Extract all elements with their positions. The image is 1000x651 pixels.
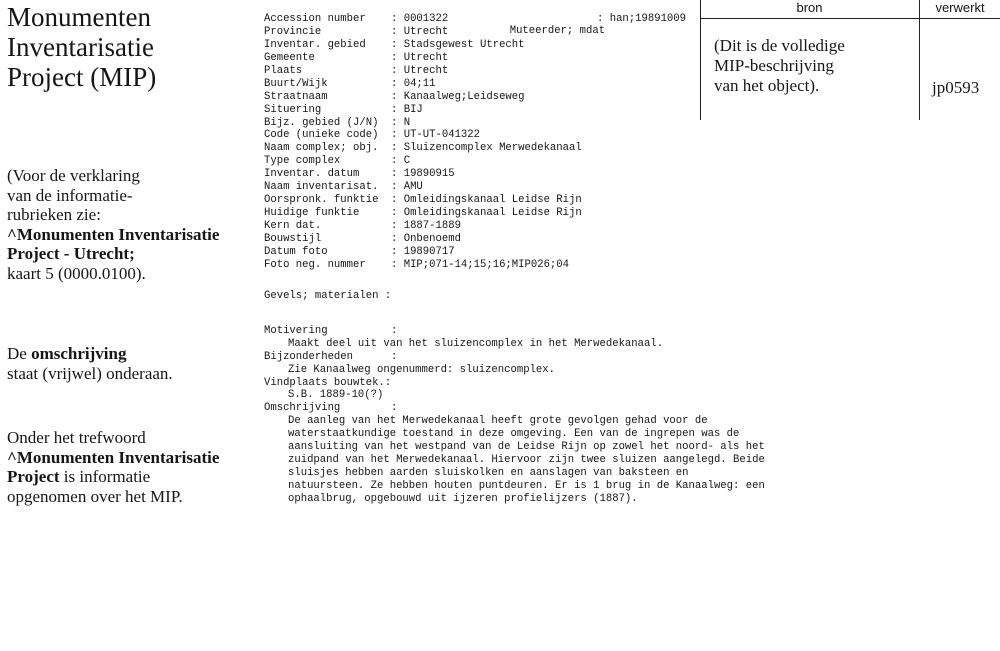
muteerder-value: : han;19891009 [597, 13, 687, 25]
record-field-row [264, 142, 582, 155]
field-value: : Onbenoemd [391, 232, 461, 245]
narrative-text-line: sluisjes hebben aarden sluiskolken en aanslagen van baksteen en [288, 466, 689, 479]
narrative-label-row [264, 325, 765, 338]
field-value: : 19890717 [391, 245, 455, 258]
narrative-text-line: aansluiting van het westpand van de Leidse Rijn op zowel het noord- als het [288, 441, 765, 454]
record-field-row [264, 13, 582, 26]
record-narrative [264, 325, 765, 506]
reference-note [7, 166, 219, 283]
narrative-label: Bijzonderheden [264, 350, 354, 363]
field-label: Type complex [264, 155, 341, 168]
narrative-label-row [264, 402, 765, 415]
description-note [7, 344, 173, 383]
narrative-text-line: ophaalbrug, opgebouwd uit ijzeren profielijzers (1887). [288, 492, 638, 505]
keyword-link[interactable]: Project [7, 467, 60, 486]
source-table [700, 0, 1000, 120]
field-value: : 1887-1889 [391, 220, 461, 232]
field-label: Code (unieke code) [264, 129, 379, 142]
record-field-row [264, 91, 582, 104]
field-value: : MIP;071-14;15;16;MIP026;04 [391, 258, 570, 271]
field-label: Plaats [264, 64, 303, 77]
field-label: Situering [264, 103, 322, 116]
note-line: staat (vrijwel) onderaan. [7, 363, 173, 383]
record-field-row [264, 65, 582, 78]
gevels-label: Gevels; materialen : [264, 290, 392, 302]
reference-link[interactable]: Project - Utrecht; [7, 244, 135, 263]
narrative-label: Motivering [264, 325, 328, 337]
desc-line: MIP-beschrijving [714, 56, 834, 75]
note-line: opgenomen over het MIP. [7, 486, 183, 506]
record-field-row [264, 155, 582, 168]
note-text: De [7, 344, 32, 363]
field-label: Bouwstijl [264, 232, 322, 245]
field-label: Inventar. gebied [264, 38, 366, 51]
field-value: : 19890915 [391, 168, 455, 181]
note-line: kaart 5 (0000.0100). [7, 263, 146, 283]
field-label: Datum foto [264, 245, 328, 258]
field-label: Buurt/Wijk [264, 77, 328, 90]
muteerder-label: Muteerder; mdat [509, 25, 606, 37]
reference-link[interactable]: ^Monumenten Inventarisatie [7, 224, 220, 244]
narrative-text-line: S.B. 1889-10(?) [288, 389, 384, 402]
header-verwerkt: verwerkt [935, 0, 985, 15]
record-field-row [264, 220, 582, 233]
narrative-label-row [264, 351, 765, 364]
record-field-row [264, 26, 582, 39]
field-label: Straatnaam [264, 90, 328, 103]
field-value: : UT-UT-041322 [391, 129, 481, 142]
field-label: Bijz. gebied (J/N) [264, 116, 379, 129]
narrative-text-line: waterstaatkundige toestand in deze omgeving. Een van de ingrepen was de [288, 428, 740, 441]
source-description [714, 36, 845, 96]
field-value: : Utrecht [391, 64, 449, 77]
table-border [700, 18, 1000, 19]
title-line-3: Project (MIP) [7, 62, 157, 92]
record-field-row [264, 233, 582, 246]
record-field-row [264, 39, 582, 52]
keyword-link[interactable]: ^Monumenten Inventarisatie [7, 447, 220, 467]
record-field-row [264, 168, 582, 181]
desc-line: (Dit is de volledige [714, 36, 845, 55]
record-fields [264, 13, 582, 272]
field-label: Provincie [264, 25, 322, 38]
header-bron: bron [796, 0, 823, 15]
note-line: (Voor de verklaring [7, 166, 140, 185]
field-value: : Stadsgewest Utrecht [391, 38, 525, 51]
field-label: Naam complex; obj. [264, 142, 379, 155]
note-bold: omschrijving [31, 344, 127, 363]
field-value: : Sluizencomplex Merwedekanaal [391, 142, 582, 155]
narrative-label: Omschrijving [264, 402, 341, 415]
record-field-row [264, 129, 582, 142]
note-line: van de informatie- [7, 185, 133, 205]
field-label: Huidige funktie [264, 207, 360, 220]
record-field-row [264, 181, 582, 194]
record-field-row [264, 78, 582, 91]
page-title [7, 2, 156, 92]
field-value: : Utrecht [391, 25, 449, 38]
record-field-row [264, 194, 582, 207]
note-text: is informatie [59, 467, 151, 486]
note-line: Onder het trefwoord [7, 428, 146, 447]
record-field-row [264, 117, 582, 130]
keyword-note [7, 428, 219, 506]
record-field-row [264, 207, 582, 220]
narrative-label: Vindplaats bouwtek.: [264, 376, 392, 389]
field-label: Kern dat. [264, 220, 322, 232]
record-field-row [264, 104, 582, 117]
narrative-colon: : [391, 325, 398, 337]
record-field-row [264, 246, 582, 259]
field-label: Foto neg. nummer [264, 258, 366, 271]
narrative-text-line: Maakt deel uit van het sluizencomplex in het Merwedekanaal. [288, 337, 664, 350]
field-label: Naam inventarisat. [264, 181, 379, 194]
title-line-1: Monumenten [7, 2, 151, 32]
record-field-row [264, 259, 582, 272]
field-value: : 04;11 [391, 77, 436, 90]
field-value: : AMU [391, 181, 423, 194]
narrative-text-line: natuursteen. Ze hebben houten puntdeuren. Er is 1 brug in de Kanaalweg: een [288, 479, 765, 492]
field-value: : BIJ [391, 103, 423, 116]
narrative-colon: : [391, 402, 398, 415]
note-line: rubrieken zie: [7, 205, 101, 224]
title-line-2: Inventarisatie [7, 32, 154, 62]
narrative-text-line: zuidpand van het Merwedekanaal. Hiervoor zijn twee sluizen aangelegd. Beide [288, 454, 765, 466]
narrative-colon: : [391, 350, 398, 363]
field-value: : N [391, 116, 411, 129]
record-field-row [264, 52, 582, 65]
desc-line: van het object). [714, 76, 820, 95]
field-value: : Utrecht [391, 51, 449, 64]
field-label: Inventar. datum [264, 168, 360, 181]
narrative-text-line: De aanleg van het Merwedekanaal heeft grote gevolgen gehad voor de [288, 415, 708, 428]
field-label: Accession number [264, 13, 366, 25]
processed-code: jp0593 [932, 78, 980, 97]
narrative-text-line: Zie Kanaalweg ongenummerd: sluizencomplex. [288, 363, 556, 376]
field-value: : 0001322 [391, 13, 449, 25]
field-label: Gemeente [264, 51, 315, 64]
field-value: : Omleidingskanaal Leidse Rijn [391, 194, 582, 207]
field-value: : Omleidingskanaal Leidse Rijn [391, 207, 582, 220]
narrative-label-row [264, 377, 765, 390]
field-value: : Kanaalweg;Leidseweg [391, 90, 525, 103]
field-label: Oorspronk. funktie [264, 194, 379, 207]
field-value: : C [391, 155, 411, 168]
